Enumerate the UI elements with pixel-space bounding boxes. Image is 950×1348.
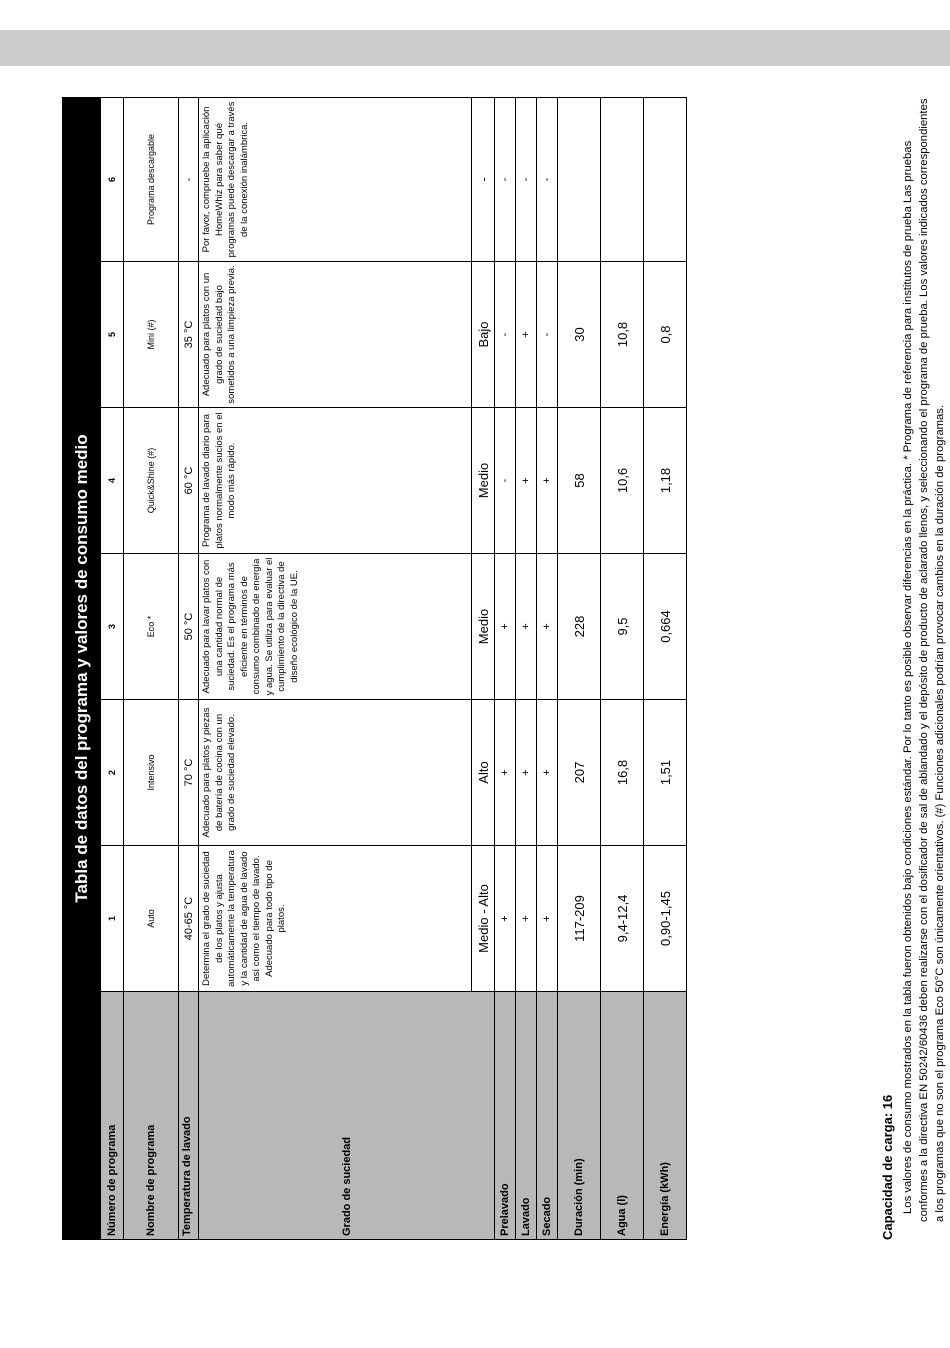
program-soil: Medio — [472, 554, 495, 700]
program-temperature: 60 °C — [179, 408, 199, 554]
program-prewash: - — [495, 97, 516, 261]
program-dry: + — [537, 700, 558, 846]
label-prewash: Prelavado — [495, 992, 516, 1240]
program-description: Adecuado para lavar platos con una cantidad normal de suciedad. Es el programa más eficiente en términos de consumo combinado de energía y agua. Se utiliza para evaluar el cumplimiento de la directiva de diseño ecológico de la UE. — [199, 554, 472, 700]
program-temperature: 70 °C — [179, 700, 199, 846]
program-number: 6 — [101, 97, 124, 261]
label-water: Agua (l) — [601, 992, 644, 1240]
label-wash: Lavado — [516, 992, 537, 1240]
program-wash: + — [516, 700, 537, 846]
program-description: Adecuado para platos con un grado de suciedad bajo sometidos a una limpieza previa. — [199, 262, 472, 408]
program-temperature: 35 °C — [179, 262, 199, 408]
label-number: Número de programa — [101, 992, 124, 1240]
program-duration: 228 — [558, 554, 601, 700]
program-water: 9,4-12,4 — [601, 846, 644, 992]
program-water: 9,5 — [601, 554, 644, 700]
program-number: 2 — [101, 700, 124, 846]
program-data-table — [62, 97, 687, 1240]
program-energy: 1,18 — [644, 408, 687, 554]
program-dry: + — [537, 846, 558, 992]
program-energy: 0,664 — [644, 554, 687, 700]
program-soil: - — [472, 97, 495, 261]
program-dry: - — [537, 262, 558, 408]
program-dry: - — [537, 97, 558, 261]
program-duration: 30 — [558, 262, 601, 408]
program-wash: + — [516, 846, 537, 992]
program-water: 16,8 — [601, 700, 644, 846]
program-prewash: + — [495, 554, 516, 700]
program-number: 1 — [101, 846, 124, 992]
program-energy — [644, 97, 687, 261]
program-prewash: - — [495, 408, 516, 554]
header-band — [0, 30, 950, 66]
program-soil: Bajo — [472, 262, 495, 408]
notes-section — [880, 98, 948, 1240]
program-temperature: 50 °C — [179, 554, 199, 700]
label-temperature: Temperatura de lavado — [179, 992, 199, 1240]
program-duration — [558, 97, 601, 261]
program-wash: - — [516, 97, 537, 261]
program-energy: 0,90-1,45 — [644, 846, 687, 992]
program-prewash: - — [495, 262, 516, 408]
program-water: 10,6 — [601, 408, 644, 554]
program-soil: Alto — [472, 700, 495, 846]
program-dry: + — [537, 408, 558, 554]
program-prewash: + — [495, 700, 516, 846]
notes-paragraph: Los valores de consumo mostrados en la tabla fueron obtenidos bajo condiciones estándar. Por lo tanto es posible observar diferencias en la práctica. * Programa de referencia para institutos de prueba Las pruebas conformes a la directiva EN 50242/60436 deben realizarse con el dosificador de sal de ablandado y el depósito de producto de aclarado llenos, y seleccionando el programa de prueba. Los valores indicados correspondientes a los programas que no son el programa Eco 50°C son únicamente orientativos. (#) Funciones adicionales podrían provocar cambios en la duración de programas. — [902, 98, 946, 1222]
program-name: Quick&Shine (#) — [124, 408, 179, 554]
table-title: Tabla de datos del programa y valores de consumo medio — [63, 97, 101, 1239]
program-water — [601, 97, 644, 261]
label-name: Nombre de programa — [124, 992, 179, 1240]
program-water: 10,8 — [601, 262, 644, 408]
program-wash: + — [516, 262, 537, 408]
program-temperature: - — [179, 97, 199, 261]
program-dry: + — [537, 554, 558, 700]
program-duration: 58 — [558, 408, 601, 554]
program-number: 4 — [101, 408, 124, 554]
program-prewash: + — [495, 846, 516, 992]
program-wash: + — [516, 554, 537, 700]
label-energy: Energía (kWh) — [644, 992, 687, 1240]
rotated-page-content — [62, 98, 946, 1240]
program-description: Por favor, compruebe la aplicación HomeWhiz para saber qué programas puede descargar a través de la conexión inalámbrica. — [199, 97, 472, 261]
program-energy: 1,51 — [644, 700, 687, 846]
label-dry: Secado — [537, 992, 558, 1240]
program-name: Auto — [124, 846, 179, 992]
load-capacity: Capacidad de carga: 16 — [880, 1094, 895, 1240]
program-name: Eco * — [124, 554, 179, 700]
program-name: Mini (#) — [124, 262, 179, 408]
program-wash: + — [516, 408, 537, 554]
program-name: Intensivo — [124, 700, 179, 846]
program-soil: Medio — [472, 408, 495, 554]
program-energy: 0,8 — [644, 262, 687, 408]
label-duration: Duración (min) — [558, 992, 601, 1240]
label-soil: Grado de suciedad — [199, 992, 495, 1240]
program-duration: 207 — [558, 700, 601, 846]
program-temperature: 40-65 °C — [179, 846, 199, 992]
program-number: 5 — [101, 262, 124, 408]
program-duration: 117-209 — [558, 846, 601, 992]
program-name: Programa descargable — [124, 97, 179, 261]
program-number: 3 — [101, 554, 124, 700]
program-description: Adecuado para platos y piezas de batería de cocina con un grado de suciedad elevado. — [199, 700, 472, 846]
program-description: Programa de lavado diario para platos normalmente sucios en el modo más rápido. — [199, 408, 472, 554]
program-soil: Medio - Alto — [472, 846, 495, 992]
program-description: Determina el grado de suciedad de los platos y ajusta automáticamente la temperatura y la cantidad de agua de lavado así como el tiempo de lavado. Adecuado para todo tipo de platos. — [199, 846, 472, 992]
